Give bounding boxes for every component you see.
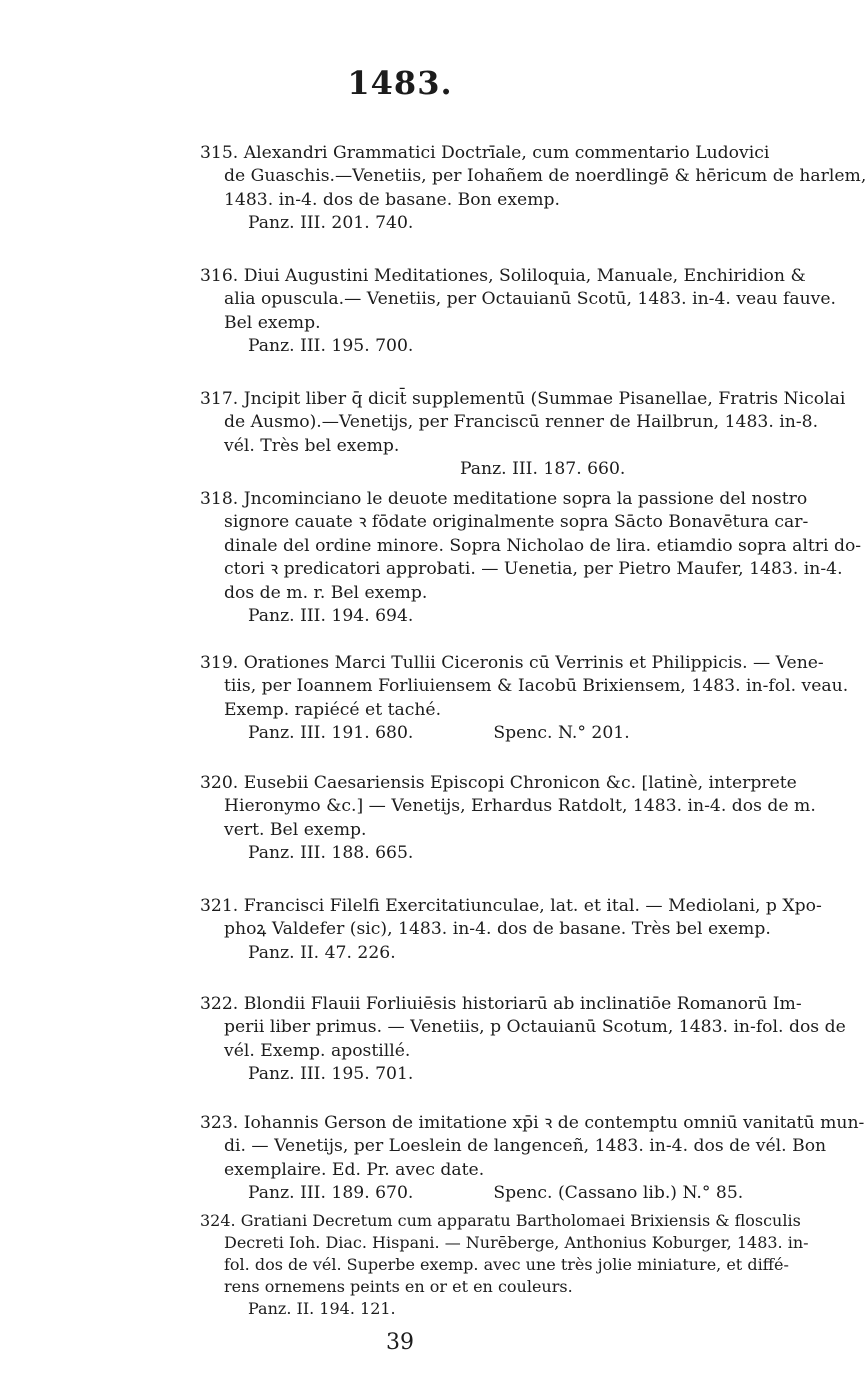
entry-reference: Panz. II. 47. 226.	[248, 942, 396, 963]
entry-line: 320. Eusebii Caesariensis Episcopi Chronicon &c. [latinè, interprete	[200, 773, 797, 793]
entry-reference: Panz. III. 194. 694.	[248, 606, 414, 627]
entry-line: fol. dos de vél. Superbe exemp. avec une très jolie miniature, et diffé-	[224, 1255, 789, 1274]
entry-line: signore cauate ꝛ fōdate originalmente sopra Sācto Bonavētura car-	[224, 512, 809, 533]
entry-line: 316. Diui Augustini Meditationes, Soliloquia, Manuale, Enchiridion &	[200, 266, 806, 286]
catalogue-entry	[200, 1210, 809, 1320]
catalogue-entry	[200, 993, 846, 1087]
entry-reference: Panz. II. 194. 121.	[248, 1299, 396, 1318]
panzer-reference: Panz. III. 191. 680.	[248, 723, 414, 744]
entry-reference: Panz. III. 187. 660.	[460, 459, 626, 480]
entry-line: perii liber primus. — Venetiis, p Octauianū Scotum, 1483. in-fol. dos de	[224, 1017, 846, 1038]
entry-line: 321. Francisci Filelfi Exercitatiunculae, lat. et ital. — Mediolani, p Xpo-	[200, 896, 822, 916]
entry-line: 322. Blondii Flauii Forliuiēsis historiarū ab inclinatiōe Romanorū Im-	[200, 994, 802, 1014]
entry-line: alia opuscula.— Venetiis, per Octauianū Scotū, 1483. in-4. veau fauve.	[224, 289, 837, 310]
spencer-reference: Spenc. (Cassano lib.) N.° 85.	[493, 1183, 744, 1204]
panzer-reference: Panz. III. 189. 670.	[248, 1183, 414, 1204]
entry-line: 319. Orationes Marci Tullii Ciceronis cū Verrinis et Philippicis. — Vene-	[200, 653, 824, 673]
entry-line: Hieronymo &c.] — Venetijs, Erhardus Ratdolt, 1483. in-4. dos de m.	[224, 796, 816, 817]
entry-line: 317. Jncipit liber q̄ dicit̄ supplementū (Summae Pisanellae, Fratris Nicolai	[200, 389, 846, 409]
entry-line: de Ausmo).—Venetijs, per Franciscū renner de Hailbrun, 1483. in-8.	[224, 412, 819, 433]
spencer-reference: Spenc. N.° 201.	[493, 723, 630, 744]
catalogue-entry	[200, 895, 822, 965]
entry-line: vél. Très bel exemp.	[224, 435, 400, 456]
entry-reference: Panz. III. 195. 700.	[248, 336, 414, 357]
catalogue-entry	[200, 1112, 865, 1206]
entry-line: di. — Venetijs, per Loeslein de langenceñ, 1483. in-4. dos de vél. Bon	[224, 1136, 827, 1157]
entry-line: 323. Iohannis Gerson de imitatione xp̄i ꝛ de contemptu omniū vanitatū mun-	[200, 1113, 865, 1133]
page-number: 39	[386, 1330, 414, 1355]
catalogue-entry	[200, 142, 866, 236]
catalogue-entry	[200, 388, 846, 482]
entry-line: Exemp. rapiécé et taché.	[224, 699, 442, 720]
entry-line: 318. Jncominciano le deuote meditatione sopra la passione del nostro	[200, 489, 808, 509]
entry-line: dos de m. r. Bel exemp.	[224, 582, 428, 603]
catalogue-entry	[200, 772, 816, 866]
entry-reference: Panz. III. 188. 665.	[248, 843, 414, 864]
entry-reference: Panz. III. 195. 701.	[248, 1064, 414, 1085]
catalogue-entry	[200, 652, 849, 746]
entry-reference: Panz. III. 201. 740.	[248, 213, 414, 234]
entry-line: ctori ꝛ predicatori approbati. — Uenetia, per Pietro Maufer, 1483. in-4.	[224, 559, 843, 580]
entry-line: tiis, per Ioannem Forliuiensem & Iacobū Brixiensem, 1483. in-fol. veau.	[224, 676, 849, 697]
entry-line: vél. Exemp. apostillé.	[224, 1040, 411, 1061]
entry-line: de Guaschis.—Venetiis, per Iohañem de noerdlingē & hēricum de harlem,	[224, 166, 866, 187]
entry-reference	[200, 1182, 790, 1205]
catalogue-entry	[200, 488, 862, 628]
entry-line: vert. Bel exemp.	[224, 819, 367, 840]
entry-line: phoꝝ Valdefer (sic), 1483. in-4. dos de basane. Très bel exemp.	[224, 919, 771, 940]
entry-reference	[200, 722, 790, 745]
entry-line: 1483. in-4. dos de basane. Bon exemp.	[224, 189, 560, 210]
entry-line: 315. Alexandri Grammatici Doctrīale, cum commentario Ludovici	[200, 143, 770, 163]
entry-line: rens ornemens peints en or et en couleurs.	[224, 1277, 573, 1296]
entry-line: Bel exemp.	[224, 312, 321, 333]
entry-line: exemplaire. Ed. Pr. avec date.	[224, 1159, 485, 1180]
page-heading-year: 1483.	[347, 64, 453, 102]
entry-line: Decreti Ioh. Diac. Hispani. — Nurēberge, Anthonius Koburger, 1483. in-	[224, 1233, 809, 1252]
entry-line: dinale del ordine minore. Sopra Nicholao de lira. etiamdio sopra altri do-	[224, 535, 862, 556]
entry-line: 324. Gratiani Decretum cum apparatu Bartholomaei Brixiensis & flosculis	[200, 1211, 801, 1230]
catalogue-entry	[200, 265, 837, 359]
